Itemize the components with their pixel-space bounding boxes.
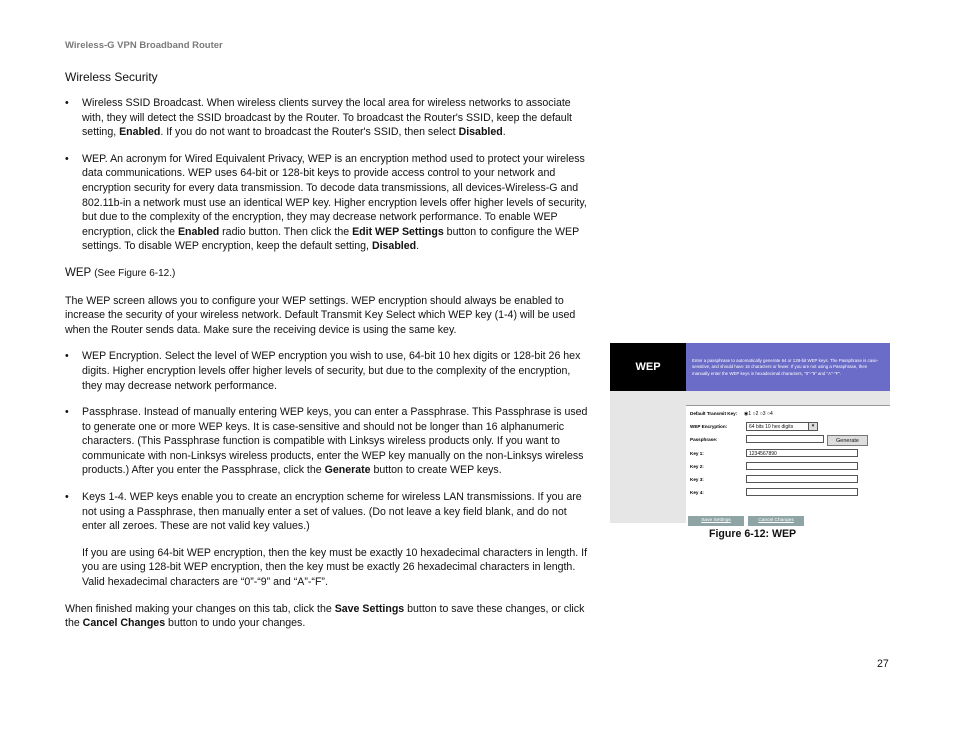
- bold-term: Disabled: [458, 126, 503, 139]
- radio-selected-icon[interactable]: ◉: [744, 411, 749, 417]
- default-key-radios[interactable]: [744, 411, 773, 417]
- section-title: Wireless Security: [65, 70, 158, 84]
- radio-icon[interactable]: ○: [752, 411, 756, 417]
- figure-title: WEP: [610, 343, 686, 391]
- encryption-select[interactable]: [746, 422, 818, 431]
- figure-caption: Figure 6-12: WEP: [709, 528, 797, 540]
- bullet-wep-encryption: • WEP Encryption. Select the level of WEP encryption you wish to use, 64-bit 10 hex digits or 128-bit 26 hex digits. Higher encryption levels offer higher levels of security, but due to the complexity of the encryption, they may decrease network performance.: [65, 349, 590, 393]
- text: .: [502, 126, 506, 139]
- figure-info-text: Enter a passphrase to automatically generate 64 or 128-bit WEP keys. The Passphrase is case-sensitive, and should have 16 characters or fewer. If you are not using a Passphrase, then manually enter the WEP keys in hexadecimal characters, "0"-"9" and "A"-"F".: [686, 343, 890, 391]
- bold-term: Generate: [324, 464, 371, 477]
- figure-reference: (See Figure 6-12.): [94, 267, 176, 279]
- encryption-label: WEP Encryption:: [690, 424, 728, 429]
- main-text-column: [65, 96, 590, 643]
- wep-heading: WEP: [65, 266, 91, 279]
- radio-icon[interactable]: ○: [759, 411, 763, 417]
- page-number: 27: [877, 658, 889, 670]
- key2-input[interactable]: [746, 462, 858, 470]
- encryption-value: 64 bits 10 hex digits: [749, 424, 794, 430]
- radio-label: 2: [755, 411, 759, 417]
- wep-intro: The WEP screen allows you to configure your WEP settings. WEP encryption should always be enabled to increase the security of your wireless network. Default Transmit Key Select which WEP key (1-4) will be used when the Router sends data. Make sure the receiving device is using the same key.: [65, 294, 576, 336]
- text: button to save these changes, or click the: [65, 602, 585, 630]
- passphrase-label: Passphrase:: [690, 437, 718, 442]
- generate-button[interactable]: Generate: [827, 435, 868, 446]
- closing-paragraph: [65, 602, 590, 631]
- key1-label: Key 1:: [690, 451, 704, 456]
- wep-subheading: [65, 266, 590, 282]
- figure-header: [610, 343, 890, 391]
- text: WEP. An acronym for Wired Equivalent Privacy, WEP is an encryption method used to protect your wireless data communications. WEP uses 64-bit or 128-bit keys to provide access control to your network and encryption security for every data transmission. To decode data transmissions, all devices-Wireless-G and 802.11b-in a network must use an identical WEP key. Higher encryption levels offer higher levels of security, but due to the complexity of the encryption, they may decrease network performance. To enable WEP encryption, click the: [82, 152, 587, 238]
- chevron-down-icon[interactable]: ▾: [808, 423, 817, 430]
- running-header: Wireless-G VPN Broadband Router: [65, 40, 223, 51]
- key4-input[interactable]: [746, 488, 858, 496]
- text: When finished making your changes on this tab, click the: [65, 602, 335, 615]
- key3-input[interactable]: [746, 475, 858, 483]
- passphrase-input[interactable]: [746, 435, 824, 443]
- bold-term: Enabled: [119, 126, 161, 139]
- bullet-wep: [65, 152, 590, 254]
- text: Wireless SSID Broadcast. When wireless clients survey the local area for wireless networks to associate with, they will detect the SSID broadcast by the Router. To broadcast the Router's SSID, keep the default setting,: [82, 97, 572, 139]
- key3-label: Key 3:: [690, 477, 704, 482]
- radio-label: 1: [748, 411, 752, 417]
- bullet-passphrase: [65, 405, 590, 478]
- bullet-keys: • Keys 1-4. WEP keys enable you to create an encryption scheme for wireless LAN transmissions. If you are not using a Passphrase, then manually enter a set of values. (Do not leave a key field blank, and do not enter all zeroes. These are not valid key values.): [65, 490, 590, 534]
- keys-note: If you are using 64-bit WEP encryption, then the key must be exactly 10 hexadecimal characters in length. If you are using 128-bit WEP encryption, then the key must be exactly 26 hexadecimal characters in length. Valid hexadecimal characters are “0”-“9” and “A”-“F”.: [82, 546, 588, 589]
- bold-term: Save Settings: [334, 602, 405, 615]
- text: button to create WEP keys.: [370, 464, 502, 477]
- text: button to undo your changes.: [165, 617, 306, 630]
- figure-wep-screenshot: [610, 343, 890, 523]
- wep-form-panel: [686, 405, 890, 524]
- text: Passphrase. Instead of manually entering WEP keys, you can enter a Passphrase. This Passphrase is used to generate one or more WEP keys. It is case-sensitive and should not be longer than 16 alphanumeric characters. (This Passphrase function is compatible with Linksys wireless products only. If you want to communicate with non-Linksys wireless products, enter the WEP key manually on the non-Linksys wireless products.) After you enter the Passphrase, click the: [82, 406, 588, 477]
- radio-label: 4: [769, 411, 773, 417]
- text: button to configure the WEP settings. To disable WEP encryption, keep the default setting,: [82, 225, 579, 253]
- cancel-changes-button[interactable]: Cancel Changes: [748, 516, 804, 526]
- bold-term: Cancel Changes: [82, 617, 166, 630]
- save-settings-button[interactable]: Save Settings: [688, 516, 744, 526]
- key1-input[interactable]: 1234567890: [746, 449, 858, 457]
- default-key-label: Default Transmit Key:: [690, 411, 738, 416]
- key2-label: Key 2:: [690, 464, 704, 469]
- radio-label: 3: [762, 411, 766, 417]
- key4-label: Key 4:: [690, 490, 704, 495]
- radio-icon[interactable]: ○: [766, 411, 770, 417]
- text: radio button. Then click the: [219, 225, 353, 238]
- bold-term: Disabled: [371, 240, 417, 253]
- text: . If you do not want to broadcast the Router's SSID, then select: [160, 126, 459, 139]
- bold-term: Enabled: [177, 225, 220, 238]
- bold-term: Edit WEP Settings: [352, 225, 444, 238]
- figure-body: [610, 391, 890, 523]
- bullet-ssid-broadcast: [65, 96, 590, 140]
- text: .: [416, 240, 420, 253]
